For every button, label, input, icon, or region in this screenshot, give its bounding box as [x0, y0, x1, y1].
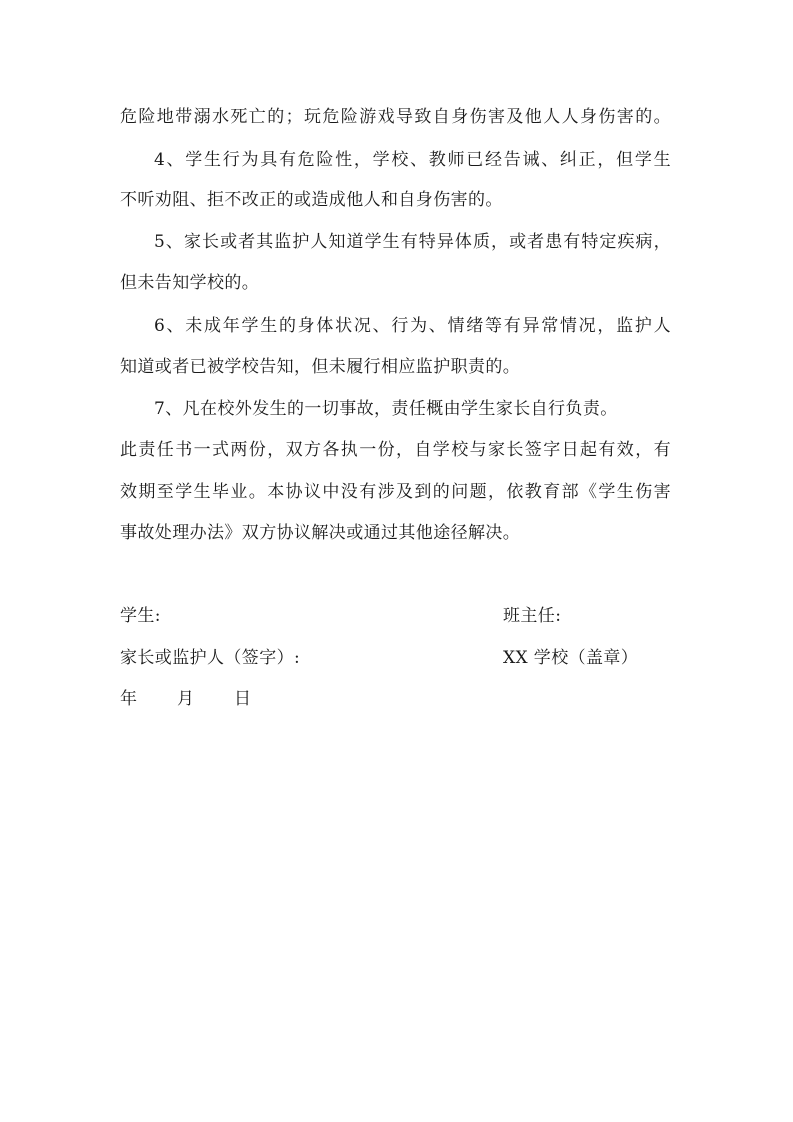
paragraph-line-7: 知道或者已被学校告知，但未履行相应监护职责的。: [120, 357, 521, 377]
teacher-signature-label: 班主任:: [503, 606, 562, 626]
paragraph-line-10: 效期至学生毕业。本协议中没有涉及到的问题，依教育部《学生伤害: [120, 482, 671, 502]
paragraph-line-5: 但未告知学校的。: [120, 273, 260, 293]
paragraph-line-8: 7、凡在校外发生的一切事故，责任概由学生家长自行负责。: [154, 399, 618, 419]
date-day-label: 日: [234, 689, 252, 709]
date-month-label: 月: [177, 689, 195, 709]
parent-signature-label: 家长或监护人（签字）:: [120, 648, 301, 668]
paragraph-line-1: 危险地带溺水死亡的；玩危险游戏导致自身伤害及他人人身伤害的。: [120, 107, 671, 127]
paragraph-line-9: 此责任书一式两份，双方各执一份，自学校与家长签字日起有效，有: [120, 440, 671, 460]
school-seal-label: XX 学校（盖章）: [503, 648, 639, 668]
paragraph-line-3: 不听劝阻、拒不改正的或造成他人和自身伤害的。: [120, 190, 503, 210]
date-year-label: 年: [120, 689, 138, 709]
paragraph-line-6: 6、未成年学生的身体状况、行为、情绪等有异常情况，监护人: [154, 316, 671, 336]
paragraph-line-11: 事故处理办法》双方协议解决或通过其他途径解决。: [120, 523, 521, 543]
paragraph-line-2: 4、学生行为具有危险性，学校、教师已经告诫、纠正，但学生: [154, 150, 671, 170]
student-signature-label: 学生:: [120, 606, 161, 626]
paragraph-line-4: 5、家长或者其监护人知道学生有特异体质，或者患有特定疾病，: [154, 232, 671, 252]
